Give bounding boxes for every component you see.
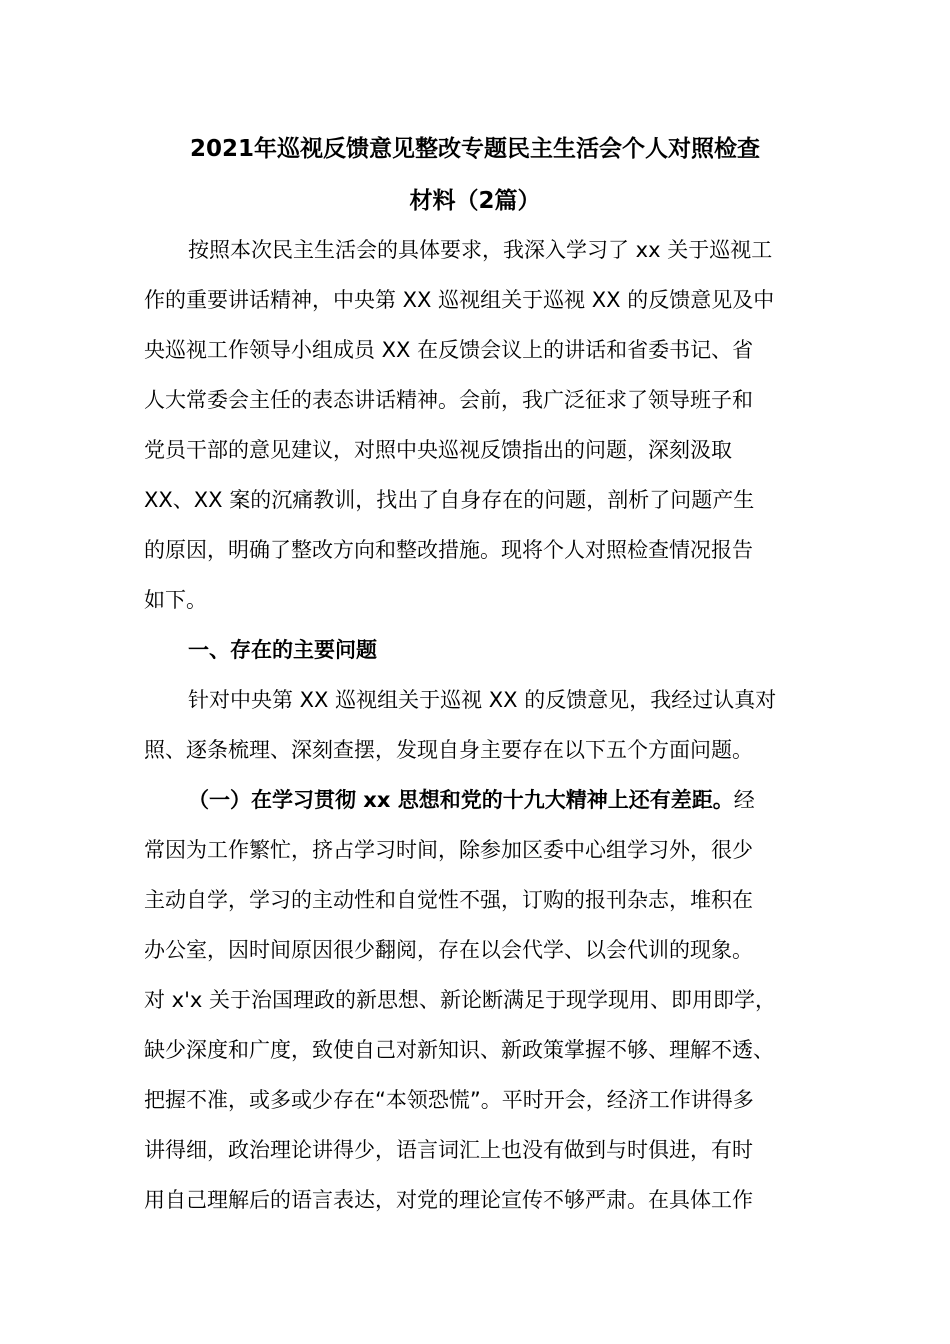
text-line: 照、逐条梳理、深刻查摆，发现自身主要存在以下五个方面问题。 — [144, 738, 753, 762]
text-line: 党员干部的意见建议，对照中央巡视反馈指出的问题，深刻汲取 — [144, 438, 732, 462]
text-line: 缺少深度和广度，致使自己对新知识、新政策掌握不够、理解不透、 — [144, 1038, 774, 1062]
text-line: 人大常委会主任的表态讲话精神。会前，我广泛征求了领导班子和 — [144, 388, 753, 412]
section-heading: 一、存在的主要问题 — [188, 638, 377, 662]
subsection-first-line-rest: 经 — [733, 788, 755, 812]
text-line: 如下。 — [144, 588, 207, 612]
text-line: 按照本次民主生活会的具体要求，我深入学习了 xx 关于巡视工 — [188, 238, 773, 262]
document-title-line-2: 材料（2篇） — [409, 188, 541, 214]
text-line: 对 x'x 关于治国理政的新思想、新论断满足于现学现用、即用即学， — [144, 988, 776, 1012]
text-line: 讲得细，政治理论讲得少，语言词汇上也没有做到与时俱进，有时 — [144, 1138, 753, 1162]
text-line: 办公室，因时间原因很少翻阅，存在以会代学、以会代训的现象。 — [144, 938, 753, 962]
text-line: 常因为工作繁忙，挤占学习时间，除参加区委中心组学习外，很少 — [144, 838, 753, 862]
text-line: 主动自学，学习的主动性和自觉性不强，订购的报刊杂志，堆积在 — [144, 888, 753, 912]
text-line: XX、XX 案的沉痛教训，找出了自身存在的问题，剖析了问题产生 — [144, 488, 755, 512]
subsection-heading: （一）在学习贯彻 xx 思想和党的十九大精神上还有差距。 — [188, 788, 734, 812]
document-title-line-1: 2021年巡视反馈意见整改专题民主生活会个人对照检查 — [189, 136, 760, 162]
text-line: 用自己理解后的语言表达，对党的理论宣传不够严肃。在具体工作 — [144, 1188, 753, 1212]
text-line: 把握不准，或多或少存在“本领恐慌”。平时开会，经济工作讲得多 — [144, 1088, 754, 1112]
text-line: 央巡视工作领导小组成员 XX 在反馈会议上的讲话和省委书记、省 — [144, 338, 754, 362]
text-line: 针对中央第 XX 巡视组关于巡视 XX 的反馈意见，我经过认真对 — [188, 688, 777, 712]
subsection-first-line — [188, 785, 755, 815]
text-line: 作的重要讲话精神，中央第 XX 巡视组关于巡视 XX 的反馈意见及中 — [144, 288, 775, 312]
text-line: 的原因，明确了整改方向和整改措施。现将个人对照检查情况报告 — [144, 538, 753, 562]
